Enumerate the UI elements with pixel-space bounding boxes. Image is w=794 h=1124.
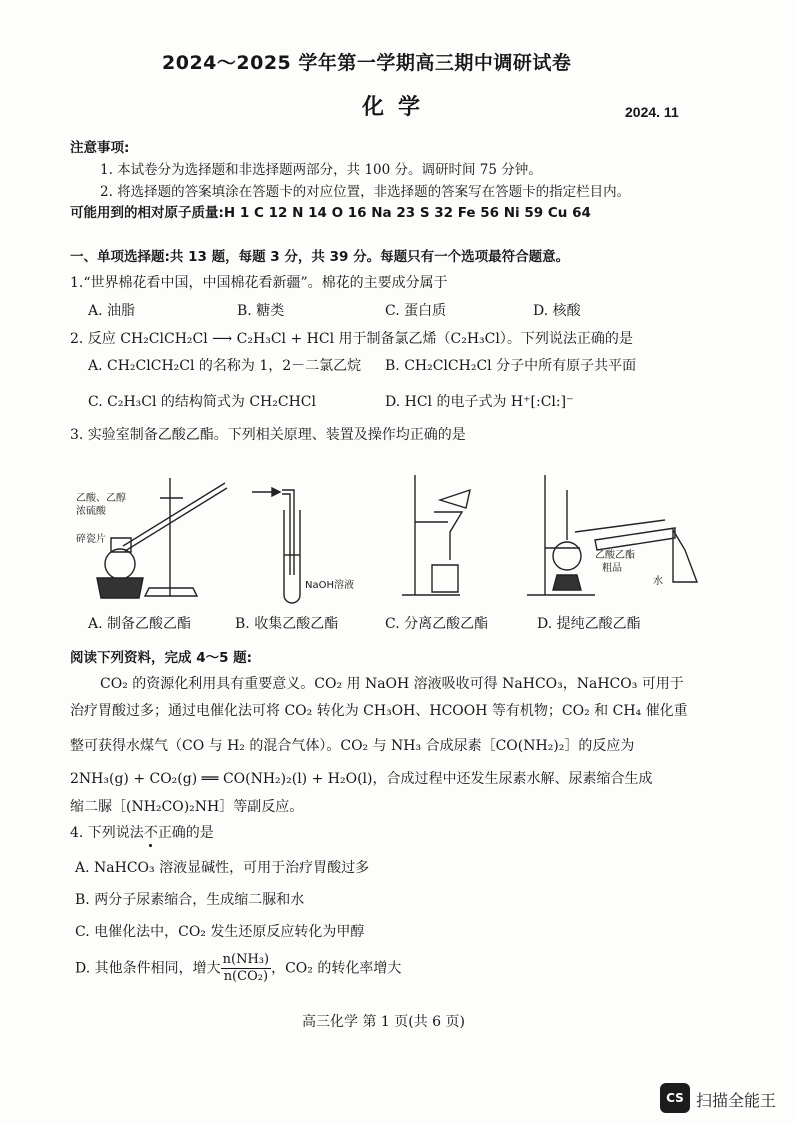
q2-option-d-prefix: D. HCl 的电子式为 H⁺[ xyxy=(385,394,536,410)
reading-line-3: 整可获得水煤气（CO 与 H₂ 的混合气体）。CO₂ 与 NH₃ 合成尿素［CO(NH₂)₂］的反应为 xyxy=(70,738,635,754)
apparatus-b-label-naoh: NaOH溶液 xyxy=(305,580,354,591)
q2-stem-text: 用于制备氯乙烯（C₂H₃Cl）。下列说法正确的是 xyxy=(338,331,633,347)
subject-title: 化学 xyxy=(362,95,435,120)
q2-option-d xyxy=(385,391,573,411)
section-heading: 一、单项选择题:共 13 题，每题 3 分，共 39 分。每题只有一个选项最符合题意。 xyxy=(70,249,570,265)
q3-stem: 3. 实验室制备乙酸乙酯。下列相关原理、装置及操作均正确的是 xyxy=(70,427,466,443)
q4-stem-not: 不 xyxy=(143,825,158,841)
reading-heading: 阅读下列资料，完成 4～5 题: xyxy=(70,650,253,666)
q4-option-d-prefix: D. 其他条件相同，增大 xyxy=(75,960,221,977)
camscanner-logo-icon: CS xyxy=(660,1083,690,1113)
q4-option-d-suffix: ，CO₂ 的转化率增大 xyxy=(271,960,402,977)
apparatus-d-diagram xyxy=(525,470,700,600)
q2-option-d-cl: :Cl: xyxy=(536,394,561,410)
q4-option-c: C. 电催化法中，CO₂ 发生还原反应转化为甲醇 xyxy=(75,924,365,940)
q4-option-d-fraction xyxy=(221,952,271,985)
atomic-masses: 可能用到的相对原子质量:H 1 C 12 N 14 O 16 Na 23 S 32 Fe 56 Ni 59 Cu 64 xyxy=(70,205,591,221)
apparatus-d-label-crude-1: 乙酸乙酯 xyxy=(595,550,635,561)
q2-option-a: A. CH₂ClCH₂Cl 的名称为 1，2－二氯乙烷 xyxy=(88,358,362,374)
q4-option-a: A. NaHCO₃ 溶液显碱性，可用于治疗胃酸过多 xyxy=(75,860,370,876)
q1-option-c: C. 蛋白质 xyxy=(385,303,447,319)
reading-line-4: 2NH₃(g) + CO₂(g) ══ CO(NH₂)₂(l) + H₂O(l)，合成过程中还发生尿素水解、尿素缩合生成 xyxy=(70,771,653,787)
q2-stem xyxy=(70,328,633,348)
exam-date: 2024. 11 xyxy=(625,104,679,120)
apparatus-d-label-water: 水 xyxy=(653,576,663,587)
q2-equation: CH₂ClCH₂Cl ⟶ C₂H₃Cl + HCl xyxy=(120,331,335,347)
reading-line-1: CO₂ 的资源化利用具有重要意义。CO₂ 用 NaOH 溶液吸收可得 NaHCO₃，NaHCO₃ 可用于 xyxy=(100,676,684,692)
notice-item-2: 2. 将选择题的答案填涂在答题卡的对应位置，非选择题的答案写在答题卡的指定栏目内。 xyxy=(100,184,631,200)
q4-stem-a: 4. 下列说法 xyxy=(70,825,144,841)
q4-option-b: B. 两分子尿素缩合，生成缩二脲和水 xyxy=(75,892,305,908)
apparatus-d-label-crude-2: 粗品 xyxy=(602,563,622,574)
q2-option-d-suffix: ]⁻ xyxy=(560,394,574,410)
q3-caption-b: B. 收集乙酸乙酯 xyxy=(235,616,339,632)
q1-option-a: A. 油脂 xyxy=(88,303,136,319)
q4-stem-b: 正确的是 xyxy=(157,825,214,841)
q4-stem xyxy=(70,822,214,842)
q4-option-d-numerator: n(NH₃) xyxy=(222,952,270,967)
notice-heading: 注意事项: xyxy=(70,140,130,156)
apparatus-c-diagram xyxy=(400,470,480,600)
page-footer: 高三化学 第 1 页(共 6 页) xyxy=(302,1014,465,1030)
apparatus-a-label-chips: 碎瓷片 xyxy=(76,534,106,545)
reading-line-2: 治疗胃酸过多；通过电催化法可将 CO₂ 转化为 CH₃OH、HCOOH 等有机物；CO₂ 和 CH₄ 催化重 xyxy=(70,703,688,719)
q1-option-b: B. 糖类 xyxy=(237,303,285,319)
q3-caption-d: D. 提纯乙酸乙酯 xyxy=(537,616,641,632)
q4-option-d-denominator: n(CO₂) xyxy=(223,969,269,984)
apparatus-a-label-reagents-1: 乙酸、乙醇 xyxy=(76,493,126,504)
q2-stem-number: 2. 反应 xyxy=(70,331,121,347)
q1-stem: 1.“世界棉花看中国，中国棉花看新疆”。棉花的主要成分属于 xyxy=(70,275,448,291)
q3-caption-c: C. 分离乙酸乙酯 xyxy=(385,616,489,632)
q2-option-b: B. CH₂ClCH₂Cl 分子中所有原子共平面 xyxy=(385,358,637,374)
q4-option-d xyxy=(75,952,401,985)
apparatus-a-label-reagents-2: 浓硫酸 xyxy=(76,506,106,517)
exam-title: 2024～2025 学年第一学期高三期中调研试卷 xyxy=(162,52,572,74)
reading-line-5: 缩二脲［(NH₂CO)₂NH］等副反应。 xyxy=(70,799,304,815)
q3-caption-a: A. 制备乙酸乙酯 xyxy=(88,616,192,632)
q2-option-c: C. C₂H₃Cl 的结构简式为 CH₂CHCl xyxy=(88,394,316,410)
q1-option-d: D. 核酸 xyxy=(533,303,581,319)
camscanner-watermark: 扫描全能王 xyxy=(696,1091,777,1110)
notice-item-1: 1. 本试卷分为选择题和非选择题两部分，共 100 分。调研时间 75 分钟。 xyxy=(100,162,542,178)
